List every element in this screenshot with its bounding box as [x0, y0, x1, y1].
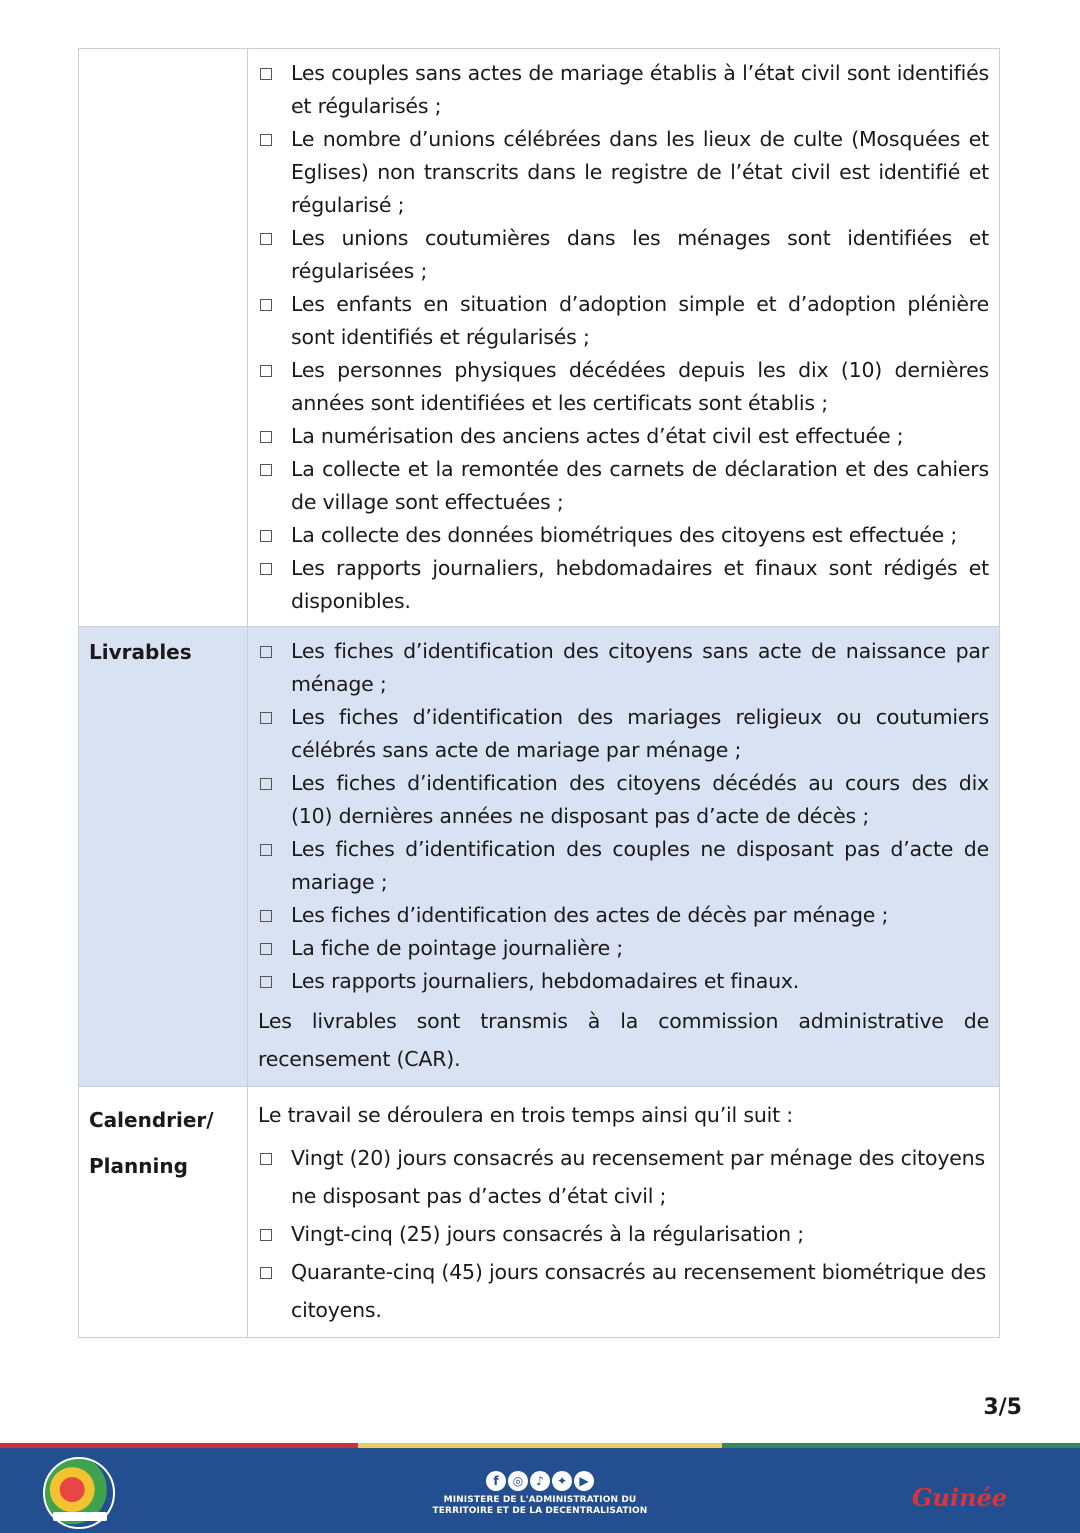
checkbox-bullet-icon	[260, 943, 272, 955]
recensement-logo-icon	[43, 1457, 115, 1529]
ministry-name-line2: TERRITOIRE ET DE LA DECENTRALISATION	[432, 1506, 648, 1516]
facebook-icon[interactable]: f	[486, 1471, 506, 1491]
livrables-list	[258, 635, 989, 998]
flag-stripe-red	[0, 1443, 358, 1448]
ministry-name-line1: MINISTERE DE L'ADMINISTRATION DU	[443, 1495, 637, 1505]
checkbox-bullet-icon	[260, 365, 272, 377]
row-label-empty	[79, 49, 248, 627]
guinee-brand-logo: Guinée	[912, 1483, 1008, 1512]
row-label-calendrier: Calendrier/ Planning	[79, 1087, 248, 1338]
checkbox-bullet-icon	[260, 299, 272, 311]
row-label-livrables: Livrables	[79, 627, 248, 1087]
list-item: La collecte et la remontée des carnets de déclaration et des cahiers de village sont effectuées ;	[258, 453, 989, 519]
checkbox-bullet-icon	[260, 844, 272, 856]
checkbox-bullet-icon	[260, 712, 272, 724]
results-content	[248, 49, 1000, 627]
flag-stripe-yellow	[358, 1443, 722, 1448]
list-item: Les fiches d’identification des citoyens décédés au cours des dix (10) dernières années ne disposant pas d’acte de décès ;	[258, 767, 989, 833]
list-item: Les rapports journaliers, hebdomadaires et finaux.	[258, 965, 989, 998]
ministry-block	[390, 1471, 690, 1517]
list-item: Quarante-cinq (45) jours consacrés au recensement biométrique des citoyens.	[258, 1253, 989, 1329]
logo-banner	[53, 1512, 107, 1521]
table-row-results	[79, 49, 1000, 627]
list-item: La fiche de pointage journalière ;	[258, 932, 989, 965]
checkbox-bullet-icon	[260, 910, 272, 922]
list-item: Les fiches d’identification des couples ne disposant pas d’acte de mariage ;	[258, 833, 989, 899]
list-item: Vingt (20) jours consacrés au recensement par ménage des citoyens ne disposant pas d’actes d’état civil ;	[258, 1139, 989, 1215]
checkbox-bullet-icon	[260, 68, 272, 80]
checkbox-bullet-icon	[260, 233, 272, 245]
youtube-icon[interactable]: ▶	[574, 1471, 594, 1491]
checkbox-bullet-icon	[260, 1153, 272, 1165]
results-list	[258, 57, 989, 618]
planning-list	[258, 1139, 989, 1329]
list-item: Les unions coutumières dans les ménages sont identifiées et régularisées ;	[258, 222, 989, 288]
list-item: Vingt-cinq (25) jours consacrés à la régularisation ;	[258, 1215, 989, 1253]
livrables-content	[248, 627, 1000, 1087]
checkbox-bullet-icon	[260, 464, 272, 476]
list-item: Les personnes physiques décédées depuis les dix (10) dernières années sont identifiées et les certificats sont établis ;	[258, 354, 989, 420]
list-item: Les couples sans actes de mariage établis à l’état civil sont identifiés et régularisés ;	[258, 57, 989, 123]
list-item: Les fiches d’identification des actes de décès par ménage ;	[258, 899, 989, 932]
twitter-icon[interactable]: ✦	[552, 1471, 572, 1491]
list-item: La collecte des données biométriques des citoyens est effectuée ;	[258, 519, 989, 552]
list-item: Le nombre d’unions célébrées dans les lieux de culte (Mosquées et Eglises) non transcrits dans le registre de l’état civil est identifié et régularisé ;	[258, 123, 989, 222]
document-table	[78, 48, 1000, 1338]
instagram-icon[interactable]: ◎	[508, 1471, 528, 1491]
list-item: Les enfants en situation d’adoption simple et d’adoption plénière sont identifiés et régularisés ;	[258, 288, 989, 354]
checkbox-bullet-icon	[260, 530, 272, 542]
checkbox-bullet-icon	[260, 563, 272, 575]
checkbox-bullet-icon	[260, 431, 272, 443]
checkbox-bullet-icon	[260, 778, 272, 790]
tiktok-icon[interactable]: ♪	[530, 1471, 550, 1491]
page-footer	[0, 1443, 1080, 1533]
table-row-livrables	[79, 627, 1000, 1087]
checkbox-bullet-icon	[260, 1267, 272, 1279]
calendrier-content	[248, 1087, 1000, 1338]
checkbox-bullet-icon	[260, 976, 272, 988]
checkbox-bullet-icon	[260, 646, 272, 658]
calendrier-intro-text: Le travail se déroulera en trois temps ainsi qu’il suit :	[258, 1103, 793, 1127]
checkbox-bullet-icon	[260, 134, 272, 146]
table-row-calendrier	[79, 1087, 1000, 1338]
list-item: Les fiches d’identification des citoyens sans acte de naissance par ménage ;	[258, 635, 989, 701]
list-item: Les fiches d’identification des mariages religieux ou coutumiers célébrés sans acte de mariage par ménage ;	[258, 701, 989, 767]
flag-stripe-green	[722, 1443, 1080, 1448]
checkbox-bullet-icon	[260, 1229, 272, 1241]
list-item: La numérisation des anciens actes d’état civil est effectuée ;	[258, 420, 989, 453]
social-icons	[390, 1471, 690, 1491]
list-item: Les rapports journaliers, hebdomadaires et finaux sont rédigés et disponibles.	[258, 552, 989, 618]
page-number: 3/5	[983, 1395, 1022, 1420]
livrables-closing-text: Les livrables sont transmis à la commission administrative de recensement (CAR).	[258, 1009, 989, 1071]
